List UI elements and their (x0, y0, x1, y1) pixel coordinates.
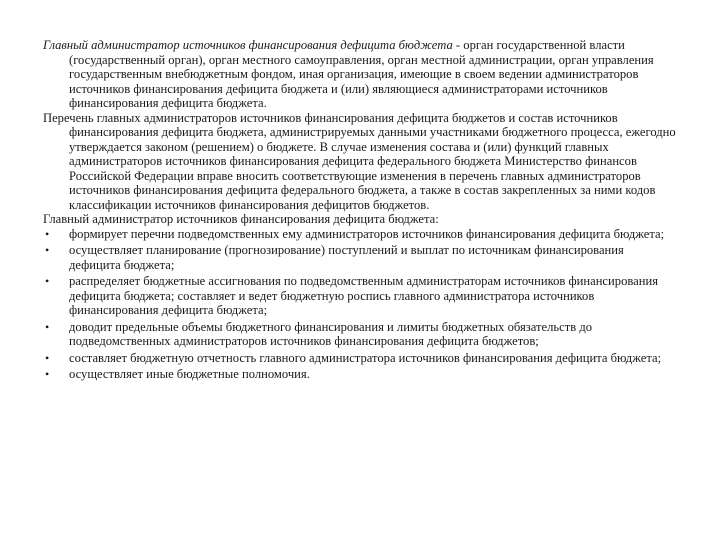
bullet-icon: • (45, 274, 50, 288)
definition-term: Главный администратор источников финансирования дефицита бюджета (43, 38, 453, 52)
list-item-text: составляет бюджетную отчетность главного администратора источников финансирования дефицита бюджета; (69, 350, 662, 365)
list-item-text: осуществляет иные бюджетные полномочия. (69, 367, 310, 381)
definition-text: - орган государственной власти (государственный орган), орган местного самоуправления, орган местной администрации, орган управления государственным внебюджетным фондом, иная организация, имеющие в своем ведении администраторов источников финансирования дефицита бюджета и (или) являющиеся администраторами источников финансирования дефицита бюджета. (69, 38, 654, 110)
list-item-text: доводит предельные объемы бюджетного финансирования и лимиты бюджетных обязательств до подведомственных администраторов источников финансирования дефицита бюджетов; (69, 319, 593, 348)
definition-paragraph (43, 38, 678, 111)
bullet-icon: • (45, 226, 50, 241)
functions-intro: Главный администратор источников финансирования дефицита бюджета: (43, 212, 439, 226)
list-item (43, 227, 678, 242)
list-item (43, 274, 678, 318)
list-item-text: распределяет бюджетные ассигнования по подведомственным администраторам источников финансирования дефицита бюджета; составляет и ведет бюджетную роспись главного администратора источников финансирования дефицита бюджета; (69, 274, 659, 317)
bullet-icon: • (45, 350, 50, 365)
bullet-icon: • (45, 243, 50, 257)
document-body (43, 38, 678, 384)
functions-list (43, 227, 678, 382)
list-item-text: формирует перечни подведомственных ему администраторов источников финансирования дефицита бюджета; (69, 226, 665, 241)
list-item-text: осуществляет планирование (прогнозирование) поступлений и выплат по источникам финансирования дефицита бюджета; (69, 243, 624, 272)
bullet-icon: • (45, 367, 50, 381)
list-item (43, 367, 678, 382)
list-approval-paragraph: Перечень главных администраторов источников финансирования дефицита бюджетов и состав источников финансирования дефицита бюджета, администрируемых данными участниками бюджетного процесса, ежегодно утверждается законом (решением) о бюджете. В случае изменения состава и (или) функций главных администраторов источников финансирования дефицита федерального бюджета Министерство финансов Российской Федерации вправе вносить соответствующие изменения в перечень главных администраторов источников финансирования дефицита федерального бюджета, а также в состав закрепленных за ними кодов классификации источников финансирования дефицитов бюджетов. (43, 110, 676, 212)
list-item (43, 351, 678, 366)
list-item (43, 320, 678, 349)
list-item (43, 243, 678, 272)
bullet-icon: • (45, 319, 50, 334)
